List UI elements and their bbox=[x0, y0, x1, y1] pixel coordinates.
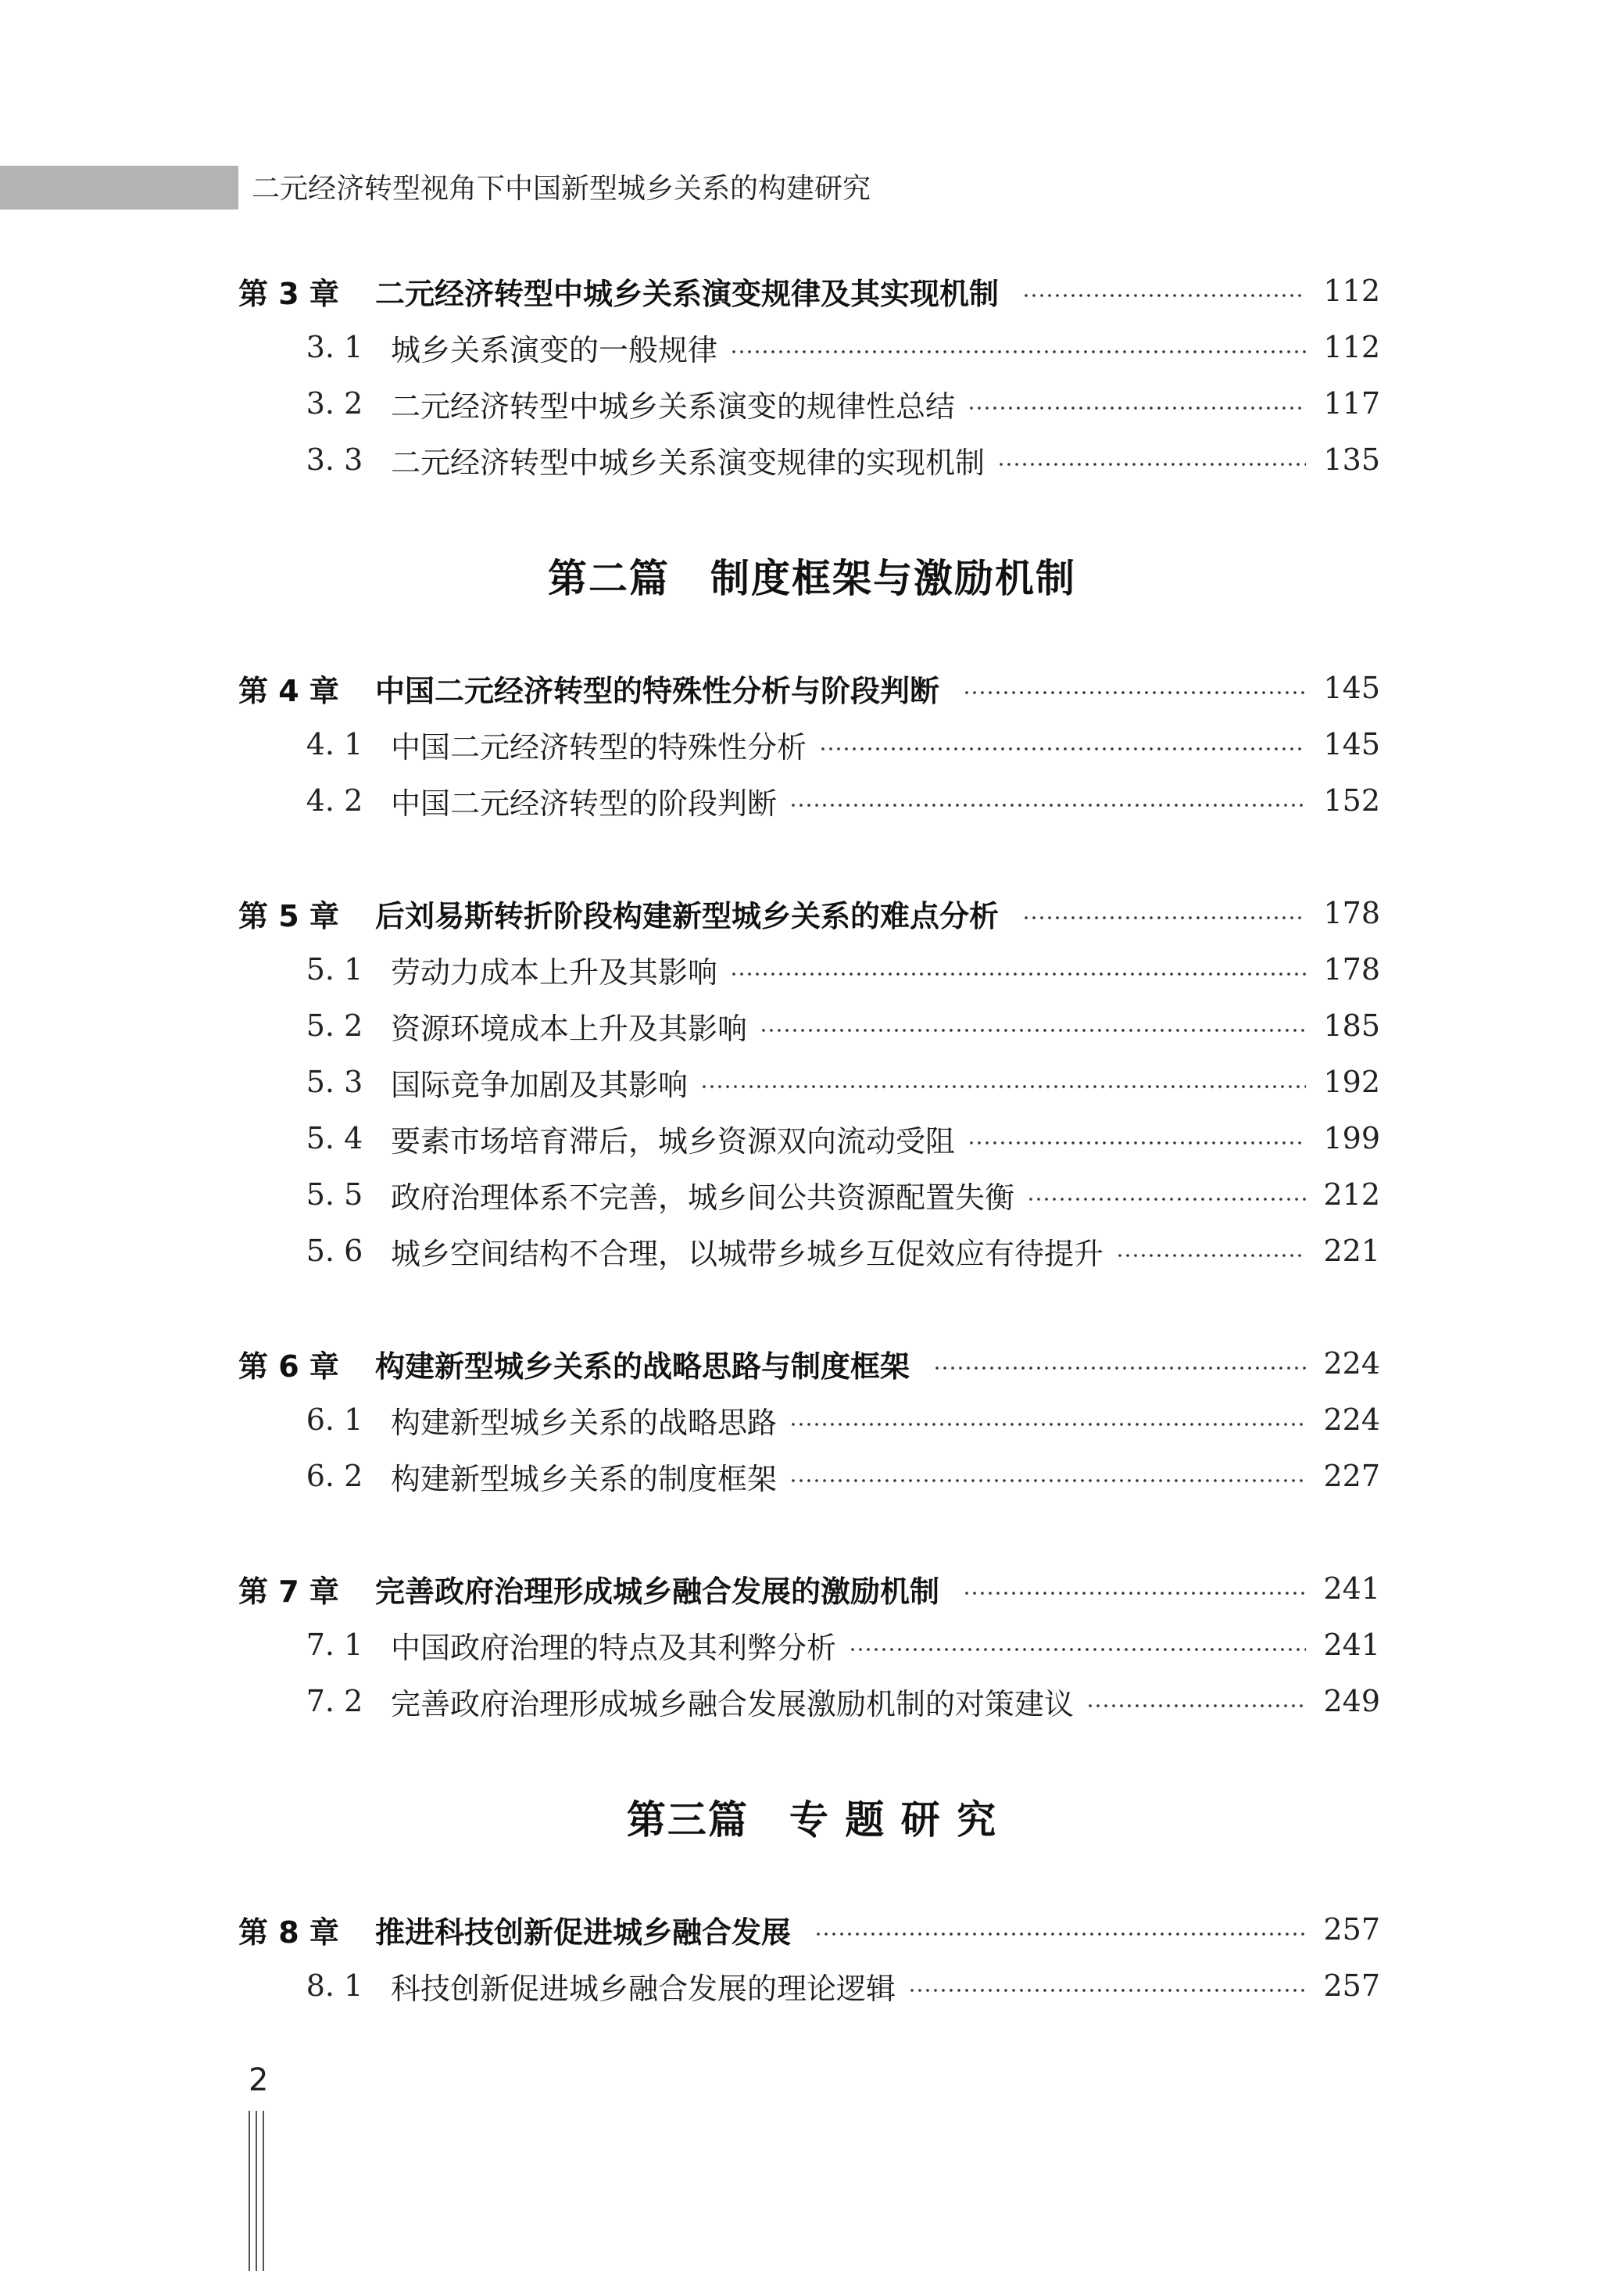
page-ref: 152 bbox=[1323, 783, 1380, 818]
dot-leader bbox=[908, 1989, 1306, 1992]
chapter-label: 第 4 章 bbox=[238, 673, 339, 708]
dot-leader bbox=[789, 804, 1306, 807]
section-title: 要素市场培育滞后，城乡资源双向流动受阻 bbox=[391, 1123, 956, 1159]
page-ref: 135 bbox=[1323, 442, 1380, 477]
page-ref: 145 bbox=[1323, 727, 1380, 761]
section-title: 科技创新促进城乡融合发展的理论逻辑 bbox=[391, 1971, 896, 2006]
toc-entry bbox=[375, 1338, 1380, 1388]
toc-entry bbox=[375, 663, 1380, 713]
section-number: 5. 2 bbox=[306, 1008, 363, 1043]
chapter-title: 二元经济转型中城乡关系演变规律及其实现机制 bbox=[375, 276, 1000, 311]
dot-leader bbox=[814, 1932, 1306, 1936]
section-number: 6. 1 bbox=[306, 1402, 363, 1437]
section-title: 城乡空间结构不合理，以城带乡城乡互促效应有待提升 bbox=[391, 1236, 1104, 1271]
chapter-label: 第 5 章 bbox=[238, 898, 339, 933]
dot-leader bbox=[963, 691, 1306, 694]
toc-chapter-row[interactable] bbox=[0, 1904, 1624, 1954]
dot-leader bbox=[1116, 1254, 1306, 1257]
section-title: 政府治理体系不完善，城乡间公共资源配置失衡 bbox=[391, 1180, 1015, 1215]
toc-section-row[interactable] bbox=[0, 1620, 1624, 1670]
toc-entry bbox=[391, 1395, 1380, 1445]
dot-leader bbox=[997, 463, 1306, 466]
chapter-title: 后刘易斯转折阶段构建新型城乡关系的难点分析 bbox=[375, 898, 1000, 933]
dot-leader bbox=[789, 1423, 1306, 1426]
dot-leader bbox=[1027, 1198, 1306, 1201]
section-number: 3. 3 bbox=[306, 442, 363, 477]
section-number: 7. 2 bbox=[306, 1684, 363, 1718]
toc-entry bbox=[375, 888, 1380, 938]
page-ref: 112 bbox=[1323, 274, 1380, 308]
page-ref: 257 bbox=[1323, 1912, 1380, 1947]
toc-entry bbox=[391, 1057, 1380, 1107]
toc-section-row[interactable] bbox=[0, 1113, 1624, 1163]
chapter-title: 完善政府治理形成城乡融合发展的激励机制 bbox=[375, 1574, 940, 1609]
toc-section-row[interactable] bbox=[0, 1226, 1624, 1276]
section-number: 5. 5 bbox=[306, 1177, 363, 1212]
page-ref: 212 bbox=[1323, 1177, 1380, 1212]
page-ref: 117 bbox=[1323, 386, 1380, 421]
section-title: 城乡关系演变的一般规律 bbox=[391, 332, 718, 367]
chapter-title: 中国二元经济转型的特殊性分析与阶段判断 bbox=[375, 673, 940, 708]
toc-entry bbox=[391, 322, 1380, 372]
page-ref: 178 bbox=[1323, 952, 1380, 987]
toc-entry bbox=[391, 1961, 1380, 2011]
dot-leader bbox=[730, 973, 1306, 976]
section-title: 构建新型城乡关系的战略思路 bbox=[391, 1405, 778, 1440]
section-title: 中国二元经济转型的特殊性分析 bbox=[391, 729, 807, 765]
page-ref: 241 bbox=[1323, 1571, 1380, 1606]
toc-section-row[interactable] bbox=[0, 1961, 1624, 2011]
toc-section-row[interactable] bbox=[0, 1676, 1624, 1726]
dot-leader bbox=[963, 1592, 1306, 1595]
page-ref: 241 bbox=[1323, 1628, 1380, 1662]
toc-entry bbox=[391, 1620, 1380, 1670]
page-number: 2 bbox=[249, 2062, 269, 2098]
toc-section-row[interactable] bbox=[0, 719, 1624, 769]
page-ref: 224 bbox=[1323, 1346, 1380, 1381]
dot-leader bbox=[1086, 1704, 1306, 1707]
section-number: 3. 2 bbox=[306, 386, 363, 421]
toc-section-row[interactable] bbox=[0, 944, 1624, 994]
page-ref: 249 bbox=[1323, 1684, 1380, 1718]
section-title: 国际竞争加剧及其影响 bbox=[391, 1067, 689, 1102]
toc-section-row[interactable] bbox=[0, 1001, 1624, 1051]
page-ref: 192 bbox=[1323, 1065, 1380, 1099]
toc-entry bbox=[391, 378, 1380, 428]
section-number: 4. 2 bbox=[306, 783, 363, 818]
toc-chapter-row[interactable] bbox=[0, 888, 1624, 938]
section-title: 构建新型城乡关系的制度框架 bbox=[391, 1461, 778, 1496]
decorative-rule bbox=[263, 2111, 264, 2271]
toc-chapter-row[interactable] bbox=[0, 1564, 1624, 1614]
section-title: 劳动力成本上升及其影响 bbox=[391, 955, 718, 990]
dot-leader bbox=[819, 747, 1306, 750]
decorative-rule bbox=[256, 2111, 257, 2271]
decorative-rule bbox=[249, 2111, 250, 2271]
running-header-title: 二元经济转型视角下中国新型城乡关系的构建研究 bbox=[252, 173, 871, 205]
chapter-label: 第 6 章 bbox=[238, 1349, 339, 1384]
page-ref: 185 bbox=[1323, 1008, 1380, 1043]
header-gray-bar bbox=[0, 166, 238, 210]
toc-entry bbox=[391, 719, 1380, 769]
toc-section-row[interactable] bbox=[0, 378, 1624, 428]
toc-chapter-row[interactable] bbox=[0, 663, 1624, 713]
section-number: 3. 1 bbox=[306, 330, 363, 364]
chapter-label: 第 3 章 bbox=[238, 276, 339, 311]
dot-leader bbox=[700, 1085, 1306, 1088]
toc-section-row[interactable] bbox=[0, 776, 1624, 826]
page-ref: 257 bbox=[1323, 1968, 1380, 2003]
section-title: 完善政府治理形成城乡融合发展激励机制的对策建议 bbox=[391, 1686, 1075, 1721]
toc-entry bbox=[391, 776, 1380, 826]
section-number: 6. 2 bbox=[306, 1459, 363, 1493]
page-ref: 221 bbox=[1323, 1234, 1380, 1268]
section-number: 7. 1 bbox=[306, 1628, 363, 1662]
page-ref: 199 bbox=[1323, 1121, 1380, 1155]
section-title: 中国政府治理的特点及其利弊分析 bbox=[391, 1630, 837, 1665]
page-ref: 112 bbox=[1323, 330, 1380, 364]
toc-entry bbox=[391, 1226, 1380, 1276]
dot-leader bbox=[1022, 294, 1306, 297]
dot-leader bbox=[760, 1029, 1306, 1032]
dot-leader bbox=[933, 1367, 1306, 1370]
section-number: 5. 4 bbox=[306, 1121, 363, 1155]
page-ref: 224 bbox=[1323, 1402, 1380, 1437]
section-title: 二元经济转型中城乡关系演变的规律性总结 bbox=[391, 389, 956, 424]
dot-leader bbox=[849, 1648, 1306, 1651]
toc-entry bbox=[391, 1113, 1380, 1163]
part-title: 第三篇 专 题 研 究 bbox=[626, 1796, 998, 1843]
toc-entry bbox=[391, 1001, 1380, 1051]
chapter-title: 构建新型城乡关系的战略思路与制度框架 bbox=[375, 1349, 910, 1384]
toc-section-row[interactable] bbox=[0, 322, 1624, 372]
section-title: 资源环境成本上升及其影响 bbox=[391, 1011, 748, 1046]
dot-leader bbox=[968, 1141, 1306, 1144]
toc-entry bbox=[391, 944, 1380, 994]
toc-chapter-row[interactable] bbox=[0, 266, 1624, 316]
section-number: 5. 1 bbox=[306, 952, 363, 987]
page-ref: 227 bbox=[1323, 1459, 1380, 1493]
toc-entry bbox=[375, 1564, 1380, 1614]
toc-section-row[interactable] bbox=[0, 1057, 1624, 1107]
chapter-label: 第 7 章 bbox=[238, 1574, 339, 1609]
part-title: 第二篇 制度框架与激励机制 bbox=[548, 555, 1076, 601]
toc-section-row[interactable] bbox=[0, 1451, 1624, 1501]
section-title: 二元经济转型中城乡关系演变规律的实现机制 bbox=[391, 445, 985, 480]
section-number: 5. 3 bbox=[306, 1065, 363, 1099]
chapter-label: 第 8 章 bbox=[238, 1915, 339, 1950]
toc-entry bbox=[375, 266, 1380, 316]
toc-section-row[interactable] bbox=[0, 435, 1624, 485]
toc-chapter-row[interactable] bbox=[0, 1338, 1624, 1388]
toc-entry bbox=[391, 435, 1380, 485]
chapter-title: 推进科技创新促进城乡融合发展 bbox=[375, 1915, 792, 1950]
section-number: 4. 1 bbox=[306, 727, 363, 761]
page-ref: 178 bbox=[1323, 896, 1380, 930]
dot-leader bbox=[789, 1479, 1306, 1482]
toc-entry bbox=[391, 1676, 1380, 1726]
toc-entry bbox=[391, 1451, 1380, 1501]
section-number: 5. 6 bbox=[306, 1234, 363, 1268]
toc-section-row[interactable] bbox=[0, 1395, 1624, 1445]
section-title: 中国二元经济转型的阶段判断 bbox=[391, 786, 778, 821]
toc-section-row[interactable] bbox=[0, 1170, 1624, 1220]
dot-leader bbox=[968, 407, 1306, 410]
toc-entry bbox=[375, 1904, 1380, 1954]
page-ref: 145 bbox=[1323, 671, 1380, 705]
dot-leader bbox=[730, 350, 1306, 353]
dot-leader bbox=[1022, 916, 1306, 919]
toc-entry bbox=[391, 1170, 1380, 1220]
section-number: 8. 1 bbox=[306, 1968, 363, 2003]
